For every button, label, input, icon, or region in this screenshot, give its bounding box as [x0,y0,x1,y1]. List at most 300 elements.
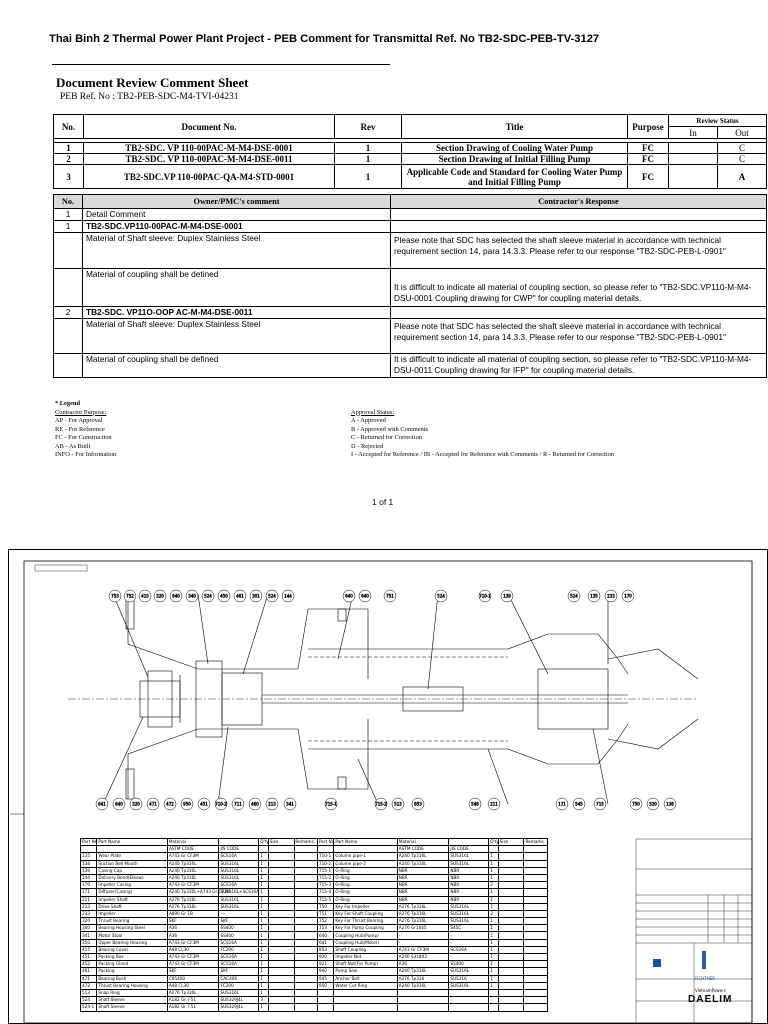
parts-cell: SS400 [219,925,259,932]
parts-cell: Impeller Casing [97,882,167,889]
parts-cell [449,989,489,996]
parts-cell: A743 Gr CF3M [167,853,219,860]
parts-cell: Impeller Nut [334,954,397,961]
parts-cell: SUS316L [449,918,489,925]
parts-cell: NBR [397,889,449,896]
parts-cell: 3 [259,997,268,1004]
balloon-label: 340 [188,593,196,599]
parts-cell [268,860,294,867]
parts-cell: 1 [259,910,268,917]
parts-cell: 750 [317,903,333,910]
parts-cell: Column pipe-1 [334,853,397,860]
parts-cell [449,997,489,1004]
parts-header-cell: Remarks [524,839,548,846]
sheet-title: Document Review Comment Sheet [56,75,249,90]
parts-cell: SKF [167,968,219,975]
parts-cell: SUS316L+SCS16A [220,889,260,895]
parts-cell: S45C [449,925,489,932]
parts-cell: A48 CL30 [167,982,219,989]
balloon-label: 524 [268,593,276,599]
cell-doc-no: TB2-SDC. VP 110-00PAC-M-M4-DSE-0011 [84,154,335,165]
parts-cell: 320 [81,918,97,925]
fichtner-logo-text: FICHTNER [695,976,716,981]
parts-cell: 233 [81,910,97,917]
parts-cell: Delivery Bend(Elbow) [97,874,167,881]
table-row [54,143,767,154]
parts-cell [294,860,317,867]
parts-cell [294,867,317,874]
parts-cell: - [449,939,489,946]
col-header-out: Out [718,127,767,139]
parts-header-cell [498,846,524,853]
parts-cell: A276 Tp316L [167,989,219,996]
parts-cell [294,896,317,903]
legend-item: FC - For Construction [55,434,112,441]
parts-cell: A276 Tp316L [397,903,449,910]
balloon-label: 710-1 [479,593,491,599]
parts-cell [498,903,524,910]
parts-cell: SUS316L [219,867,259,874]
parts-cell: A182 Gr. F51 [167,1004,219,1011]
balloon-label: 853 [414,801,422,807]
parts-cell: Key For Impeller [334,903,397,910]
table-row [54,233,767,269]
parts-cell: Shaft Sleeve [97,1004,167,1011]
cell-no: 2 [54,307,83,319]
legend-contractor-purpose [55,400,116,460]
parts-cell [524,932,548,939]
parts-cell: A240 Tp316L [397,982,449,989]
parts-cell [268,932,294,939]
balloon-label: 752 [126,593,134,599]
balloon-label: 524 [437,593,445,599]
parts-cell: 1 [489,939,498,946]
parts-cell: A743 Gr CF3M [167,961,219,968]
parts-cell: 524 [81,997,97,1004]
parts-cell: A36 [167,925,219,932]
parts-cell [334,997,397,1004]
parts-cell [498,867,524,874]
parts-cell: 1 [489,918,498,925]
parts-cell [268,1004,294,1011]
balloon-label: 710-2 [215,801,227,807]
parts-cell: FC200 [219,982,259,989]
parts-header-cell: ASTM CODE [167,846,219,853]
legend-purpose-title: Contractor Purpose: [55,408,107,416]
parts-cell: SUS329J4L [219,1004,259,1011]
parts-cell [498,910,524,917]
cell-no [54,233,83,269]
cell-in [669,165,718,189]
parts-cell: SUS316L [219,896,259,903]
parts-cell: 945 [317,975,333,982]
parts-cell [294,853,317,860]
parts-cell: SCS16A [219,882,259,889]
parts-header-cell: Size [268,839,294,846]
col-header-purpose: Purpose [628,115,669,139]
parts-cell: SUS316L [219,874,259,881]
parts-cell [294,946,317,953]
cell-comment: TB2-SDC.VP110-00PAC-M-M4-DSE-0001 [83,221,391,233]
table-row [54,354,767,378]
parts-cell: A743 Gr CF3M [397,946,449,953]
table-row [81,961,548,968]
parts-cell: 1 [259,975,268,982]
table-row [81,853,548,860]
parts-cell: 1 [259,918,268,925]
cell-out: C [718,154,767,165]
balloon-label: 711 [234,801,242,807]
table-row [54,165,767,189]
table-row [81,910,548,917]
parts-cell: SCS16A [219,939,259,946]
parts-cell: Packing [97,968,167,975]
parts-cell: 451 [81,954,97,961]
parts-cell: A240 Tp316L+A743 Gr CF3M [168,889,231,895]
cell-comment: TB2-SDC. VP11O-OOP AC-M-M4-DSE-0011 [83,307,391,319]
balloon-label: 213 [268,801,276,807]
parts-header-cell: Material [167,839,219,846]
parts-cell [524,867,548,874]
balloon-label: 471 [149,801,157,807]
parts-cell: 213 [81,903,97,910]
table-row [81,939,548,946]
parts-cell [489,989,498,996]
parts-cell [294,975,317,982]
parts-cell: SKF [167,918,219,925]
parts-cell: SUS316L [449,968,489,975]
parts-cell [498,997,524,1004]
parts-cell [268,896,294,903]
table-row [81,896,548,903]
table-row [54,154,767,165]
parts-cell: 1 [489,889,498,896]
parts-header-cell: Part Name [97,839,167,846]
parts-cell: 1 [259,867,268,874]
parts-cell [268,853,294,860]
parts-cell: 1 [259,989,268,996]
parts-cell: Bearing Bush [97,975,167,982]
table-row [81,1004,548,1011]
parts-cell: 1 [489,903,498,910]
balloon-label: 320 [649,801,657,807]
parts-cell: 513 [81,989,97,996]
parts-cell: 1 [489,860,498,867]
parts-cell: A36 [397,961,449,968]
parts-cell: NBR [449,882,489,889]
balloon-label: 524 [570,593,578,599]
parts-cell: Impeller Shaft [97,896,167,903]
parts-cell: 1 [259,961,268,968]
parts-cell: 1 [259,939,268,946]
balloon-label: 139 [503,593,511,599]
parts-cell [268,910,294,917]
header-divider [52,64,390,65]
parts-cell [524,860,548,867]
parts-cell: 1 [489,961,498,968]
parts-cell [524,997,548,1004]
balloon-label: 750 [632,801,640,807]
parts-cell [498,975,524,982]
parts-header-cell: Material [397,839,449,846]
parts-cell: A276 Gr1045 [397,925,449,932]
table-row [81,918,548,925]
parts-cell [268,889,294,896]
parts-header-cell: Remarks [294,839,317,846]
balloon-label: 138 [666,801,674,807]
parts-cell: 1 [259,982,268,989]
parts-cell: 1 [259,853,268,860]
cell-no: 2 [54,154,84,165]
parts-cell [498,925,524,932]
parts-header-cell [294,846,317,853]
parts-cell: SUS329J4L [219,997,259,1004]
parts-cell: 1 [489,968,498,975]
balloon-label: 341 [286,801,294,807]
parts-cell: A240 Tp316L [167,874,219,881]
parts-cell: 715-1 [317,867,333,874]
parts-cell [268,939,294,946]
parts-header-cell: Part No. [318,839,336,845]
balloon-label: 715 [596,801,604,807]
cell-out: A [718,165,767,189]
parts-cell [498,1004,524,1011]
cell-rev: 1 [335,165,402,189]
callout-balloons-bottom [96,798,676,810]
balloon-label: 548 [471,801,479,807]
legend-item: INFO - For Information [55,451,117,458]
parts-cell [524,939,548,946]
parts-subheader-row [81,846,548,853]
parts-cell: Pump Seal [334,968,397,975]
balloon-label: 640 [345,593,353,599]
vietnam-powers-logo-text: VietnamPowers [695,988,726,993]
parts-cell: SUS316L [449,982,489,989]
parts-cell: SUS316L [449,853,489,860]
parts-cell: 524-1 [81,1004,97,1011]
parts-cell: SKF [219,918,259,925]
cell-response: It is difficult to indicate all material of coupling section, so please refer to "TB2-SDC.VP110-M-M4-DSU-0001 Coupling drawing for CWP" for coupling material details. [391,269,767,307]
col-header-in: In [669,127,718,139]
parts-cell: SCS16A [219,853,259,860]
parts-cell [524,982,548,989]
parts-cell [268,874,294,881]
parts-cell: 715-4 [317,889,333,896]
parts-cell: 950 [317,982,333,989]
parts-cell [268,918,294,925]
parts-cell: Suction Bell Mouth [97,860,167,867]
legend-heading: * Legend [55,400,81,407]
parts-header-cell: Size [498,839,524,846]
parts-cell [498,853,524,860]
parts-cell [524,989,548,996]
balloon-label: 640 [361,593,369,599]
parts-cell [524,896,548,903]
table-row [81,982,548,989]
parts-cell: SUS316L [219,989,259,996]
parts-cell: A276 Tp316L [397,918,449,925]
parts-cell: A240 S31803 [397,954,449,961]
parts-cell: A743 Gr CF3M [167,954,219,961]
parts-cell: C95400 [167,975,219,982]
parts-cell: - [397,939,449,946]
cell-no [54,319,83,354]
parts-header-cell: JIS CODE [219,846,259,853]
parts-cell: 715-3 [317,882,333,889]
parts-cell [524,1004,548,1011]
parts-header-cell: JIS CODE [449,846,489,853]
peb-ref: PEB Ref. No : TB2-PEB-SDC-M4-TVI-04231 [60,92,239,102]
cell-rev: 1 [335,154,402,165]
parts-cell [524,889,548,896]
parts-cell [498,946,524,953]
title-block [636,561,752,1023]
balloon-label: 211 [490,801,498,807]
parts-cell: SCS16A [219,961,259,968]
legend-item: C - Returned for Correction [351,434,422,441]
parts-cell [294,889,317,896]
parts-cell: FC200 [219,946,259,953]
parts-cell: 940 [317,968,333,975]
parts-cell: SS400 [219,932,259,939]
cell-title: Applicable Code and Standard for Cooling Water Pump and Initial Filling Pump [402,165,628,189]
parts-cell: O-Ring [334,874,397,881]
cell-purpose: FC [628,143,669,154]
parts-cell: A48 CL30 [167,946,219,953]
balloon-label: 715-1 [325,801,337,807]
parts-cell: 641 [317,939,333,946]
parts-cell: 1 [259,903,268,910]
table-row [54,221,767,233]
cell-doc-no: TB2-SDC.VP 110-00PAC-QA-M4-STD-0001 [84,165,335,189]
parts-cell: 1 [259,1004,268,1011]
parts-cell: Impeller [97,910,167,917]
table-row [54,307,767,319]
parts-cell [294,874,317,881]
parts-cell: O-Ring [334,889,397,896]
parts-cell: 211 [81,896,97,903]
parts-cell: 853 [317,946,333,953]
parts-cell: 144 [81,874,97,881]
parts-cell: 139 [81,867,97,874]
parts-cell: 715-5 [317,896,333,903]
parts-cell [524,918,548,925]
parts-cell: A276 Tp316L [167,903,219,910]
parts-cell [524,961,548,968]
balloon-label: 641 [98,801,106,807]
parts-cell: 640 [317,932,333,939]
parts-header-row [81,839,548,846]
parts-cell: NBR [397,874,449,881]
parts-cell: Shaft Nut(For Pump) [334,961,397,968]
parts-cell [294,903,317,910]
parts-cell: 715-2 [317,874,333,881]
parts-cell: Coupling Hub(Pump) [334,932,397,939]
balloon-label: 451 [200,801,208,807]
cell-purpose: FC [628,154,669,165]
legend-approval-status [351,409,614,460]
parts-cell: 138 [81,860,97,867]
cell-response: Please note that SDC has selected the shaft sleeve material in accordance with technical requirement section 14, para 14.3.3. Please refer to our response "TB2-SDC-PEB-L-0901" [391,319,767,354]
parts-cell: A182 Gr. F51 [167,997,219,1004]
parts-cell [268,867,294,874]
cell-comment: Material of coupling shall be detined [83,269,391,307]
parts-cell: 1 [259,882,268,889]
parts-cell: NBR [449,896,489,903]
parts-cell: Thrust Bearing [97,918,167,925]
parts-cell: 921 [317,961,333,968]
parts-cell: 751 [317,910,333,917]
balloon-label: 171 [558,801,566,807]
parts-cell: Column pipe-2 [334,860,397,867]
parts-cell [268,946,294,953]
parts-cell: Drive Shaft [97,903,167,910]
parts-cell: Thrust Bearing Housing [97,982,167,989]
parts-cell [268,968,294,975]
parts-cell [498,932,524,939]
balloon-label: 144 [284,593,292,599]
parts-cell [524,954,548,961]
parts-header-cell [449,839,489,846]
table-row [81,867,548,874]
parts-cell: Packing Gland [97,961,167,968]
parts-cell [294,954,317,961]
parts-cell: 2 [489,882,498,889]
cell-comment: Material of Shaft sleeve: Duplex Stainless Steel [83,233,391,269]
parts-cell [268,954,294,961]
parts-cell: 1 [259,954,268,961]
parts-cell: SUS316L [449,903,489,910]
parts-cell [524,882,548,889]
daelim-logo: DAELIM [688,994,733,1005]
parts-cell: 471 [81,975,97,982]
balloon-label: 461 [236,593,244,599]
parts-cell [397,989,449,996]
cell-response [391,307,767,319]
parts-header-cell: Part No. [82,839,99,845]
cell-title: Section Drawing of Cooling Water Pump [402,143,628,154]
parts-cell [498,918,524,925]
parts-cell [294,1004,317,1011]
parts-header-cell: Q'ty [260,839,269,845]
balloon-label: 415 [141,593,149,599]
parts-cell [294,989,317,996]
parts-cell: NBR [449,867,489,874]
parts-cell: 1 [489,932,498,939]
parts-cell [294,925,317,932]
fichtner-logo-mark [702,951,706,969]
cell-comment: Material of coupling shall be defined [83,354,391,378]
parts-cell: 1 [489,925,498,932]
parts-cell [524,874,548,881]
cell-rev: 1 [335,143,402,154]
parts-cell [524,910,548,917]
table-row [81,954,548,961]
parts-cell: --- [219,910,259,917]
parts-cell: 1 [259,946,268,953]
parts-cell [489,1004,498,1011]
parts-cell [498,939,524,946]
parts-header-cell [219,839,259,846]
col-header-rev: Rev [335,115,402,139]
parts-cell: A240 Tp316L [397,860,449,867]
parts-cell: 710-1 [317,853,333,860]
parts-cell [294,910,317,917]
cell-response [391,221,767,233]
parts-cell: 1 [489,874,498,881]
parts-cell: NBR [449,889,489,896]
parts-header-cell [81,846,97,853]
